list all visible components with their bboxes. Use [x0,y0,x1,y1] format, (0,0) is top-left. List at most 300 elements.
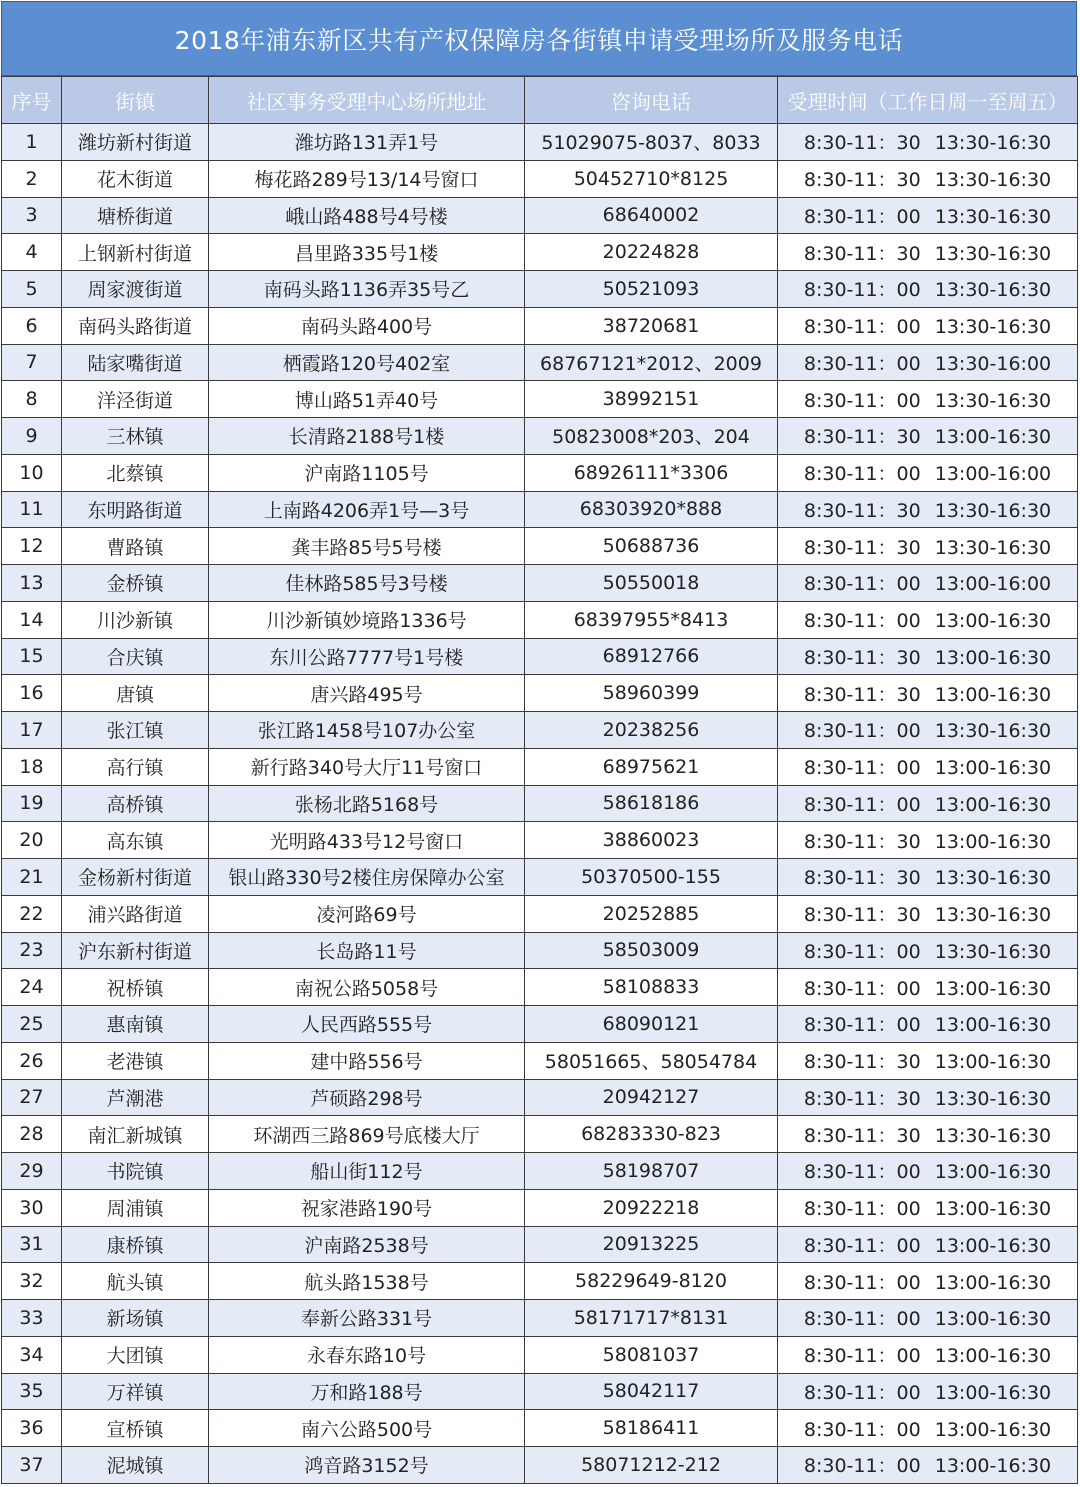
row-hours-afternoon: 13:00-16:30 [934,977,1052,1000]
row-address: 川沙新镇妙境路1336号 [209,601,525,638]
table-row [2,785,1078,822]
table-row [2,1153,1078,1190]
row-address: 张杨北路5168号 [209,785,525,822]
row-address: 张江路1458号107办公室 [209,712,525,749]
row-phone: 50370500-155 [525,859,778,896]
row-hours [778,932,1078,969]
row-town: 惠南镇 [62,1006,209,1043]
table-row [2,528,1078,565]
row-hours-morning: 8:30-11：30 [803,499,921,522]
row-phone: 68767121*2012、2009 [525,344,778,381]
row-hours-afternoon: 13:00-16:30 [934,683,1052,706]
row-town: 张江镇 [62,712,209,749]
row-town: 南码头路街道 [62,307,209,344]
row-town: 曹路镇 [62,528,209,565]
row-number: 4 [2,234,62,271]
row-town: 东明路街道 [62,491,209,528]
table-row [2,454,1078,491]
row-hours-morning: 8:30-11：00 [803,610,921,633]
row-town: 高行镇 [62,748,209,785]
row-hours-afternoon: 13:30-16:30 [934,132,1052,155]
row-hours-morning: 8:30-11：30 [803,1087,921,1110]
row-address: 南码头路400号 [209,307,525,344]
row-hours-morning: 8:30-11：00 [803,1345,921,1368]
row-hours-morning: 8:30-11：30 [803,169,921,192]
row-phone: 38720681 [525,307,778,344]
row-number: 7 [2,344,62,381]
row-hours-afternoon: 13:30-16:30 [934,1124,1052,1147]
row-hours-morning: 8:30-11：00 [803,1161,921,1184]
row-hours [778,454,1078,491]
row-number: 27 [2,1079,62,1116]
row-hours [778,1042,1078,1079]
header-town: 街镇 [62,77,209,124]
row-address: 梅花路289号13/14号窗口 [209,160,525,197]
row-hours-afternoon: 13:30-16:30 [934,205,1052,228]
header-phone: 咨询电话 [525,77,778,124]
row-hours-afternoon: 13:00-16:30 [934,1381,1052,1404]
row-hours-afternoon: 13:00-16:30 [934,426,1052,449]
row-hours [778,160,1078,197]
row-hours-morning: 8:30-11：00 [803,940,921,963]
row-hours-morning: 8:30-11：00 [803,1455,921,1478]
row-town: 万祥镇 [62,1373,209,1410]
header-row [2,77,1078,124]
row-hours-afternoon: 13:00-16:30 [934,793,1052,816]
row-number: 16 [2,675,62,712]
row-hours [778,748,1078,785]
row-phone: 58618186 [525,785,778,822]
row-hours-morning: 8:30-11：00 [803,1381,921,1404]
row-address: 长清路2188号1楼 [209,418,525,455]
row-town: 塘桥街道 [62,197,209,234]
row-town: 宣桥镇 [62,1410,209,1447]
row-hours [778,1410,1078,1447]
row-hours [778,675,1078,712]
table-row [2,124,1078,161]
table-row [2,1042,1078,1079]
row-address: 人民西路555号 [209,1006,525,1043]
row-town: 高桥镇 [62,785,209,822]
row-hours-morning: 8:30-11：00 [803,205,921,228]
service-table [1,76,1078,1484]
row-town: 潍坊新村街道 [62,124,209,161]
row-phone: 58186411 [525,1410,778,1447]
row-hours-afternoon: 13:30-16:30 [934,389,1052,412]
row-hours-morning: 8:30-11：30 [803,683,921,706]
row-phone: 51029075-8037、8033 [525,124,778,161]
row-number: 30 [2,1189,62,1226]
row-hours [778,271,1078,308]
row-hours [778,1079,1078,1116]
row-hours-afternoon: 13:00-16:30 [934,1345,1052,1368]
row-hours-afternoon: 13:00-16:30 [934,1271,1052,1294]
row-hours-morning: 8:30-11：30 [803,132,921,155]
row-address: 环湖西三路869号底楼大厅 [209,1116,525,1153]
table-row [2,1300,1078,1337]
row-hours-morning: 8:30-11：00 [803,1271,921,1294]
table-row [2,307,1078,344]
row-hours-afternoon: 13:00-16:30 [934,1014,1052,1037]
row-town: 新场镇 [62,1300,209,1337]
row-address: 潍坊路131弄1号 [209,124,525,161]
row-hours-afternoon: 13:30-16:30 [934,536,1052,559]
row-phone: 50823008*203、204 [525,418,778,455]
row-number: 9 [2,418,62,455]
row-number: 37 [2,1447,62,1484]
row-hours [778,344,1078,381]
row-address: 航头路1538号 [209,1263,525,1300]
row-phone: 58171717*8131 [525,1300,778,1337]
row-hours-morning: 8:30-11：30 [803,426,921,449]
row-town: 浦兴路街道 [62,895,209,932]
row-number: 29 [2,1153,62,1190]
table-row [2,675,1078,712]
row-number: 12 [2,528,62,565]
row-address: 唐兴路495号 [209,675,525,712]
row-number: 2 [2,160,62,197]
table-row [2,859,1078,896]
row-address: 鸿音路3152号 [209,1447,525,1484]
row-phone: 68912766 [525,638,778,675]
row-phone: 20922218 [525,1189,778,1226]
row-town: 沪东新村街道 [62,932,209,969]
row-hours-afternoon: 13:00-16:00 [934,463,1052,486]
table-row [2,197,1078,234]
row-hours [778,1226,1078,1263]
row-address: 奉新公路331号 [209,1300,525,1337]
row-hours-morning: 8:30-11：00 [803,352,921,375]
row-hours-morning: 8:30-11：00 [803,793,921,816]
row-number: 10 [2,454,62,491]
row-address: 佳林路585号3号楼 [209,565,525,602]
row-address: 昌里路335号1楼 [209,234,525,271]
header-hours: 受理时间（工作日周一至周五） [778,77,1078,124]
row-phone: 20224828 [525,234,778,271]
row-hours [778,234,1078,271]
row-hours-afternoon: 13:30-16:30 [934,316,1052,339]
row-number: 1 [2,124,62,161]
row-hours-afternoon: 13:30-16:30 [934,242,1052,265]
row-address: 龚丰路85号5号楼 [209,528,525,565]
table-row [2,418,1078,455]
row-hours [778,1006,1078,1043]
row-hours-afternoon: 13:30-16:30 [934,279,1052,302]
row-hours [778,969,1078,1006]
row-phone: 50521093 [525,271,778,308]
row-hours-morning: 8:30-11：00 [803,757,921,780]
table-row [2,895,1078,932]
row-hours-afternoon: 13:30-16:30 [934,940,1052,963]
table-title: 2018年浦东新区共有产权保障房各街镇申请受理场所及服务电话 [1,1,1077,76]
row-number: 26 [2,1042,62,1079]
row-phone: 58108833 [525,969,778,1006]
row-address: 博山路51弄40号 [209,381,525,418]
row-town: 高东镇 [62,822,209,859]
row-address: 上南路4206弄1号—3号 [209,491,525,528]
row-hours-afternoon: 13:30-16:30 [934,169,1052,192]
row-hours-afternoon: 13:30-16:30 [934,904,1052,927]
row-number: 11 [2,491,62,528]
row-hours [778,859,1078,896]
row-phone: 68640002 [525,197,778,234]
table-row [2,969,1078,1006]
row-hours-morning: 8:30-11：00 [803,1418,921,1441]
row-phone: 58198707 [525,1153,778,1190]
row-phone: 68397955*8413 [525,601,778,638]
row-phone: 20913225 [525,1226,778,1263]
row-town: 三林镇 [62,418,209,455]
row-hours [778,638,1078,675]
row-hours [778,1300,1078,1337]
table-row [2,601,1078,638]
header-no: 序号 [2,77,62,124]
row-address: 永春东路10号 [209,1336,525,1373]
table-row [2,638,1078,675]
row-hours-morning: 8:30-11：30 [803,1124,921,1147]
row-phone: 58229649-8120 [525,1263,778,1300]
row-hours-morning: 8:30-11：00 [803,1198,921,1221]
row-phone: 50688736 [525,528,778,565]
table-row [2,234,1078,271]
row-town: 金杨新村街道 [62,859,209,896]
row-phone: 20942127 [525,1079,778,1116]
row-phone: 50550018 [525,565,778,602]
row-town: 航头镇 [62,1263,209,1300]
row-address: 船山街112号 [209,1153,525,1190]
row-hours [778,1447,1078,1484]
row-address: 峨山路488号4号楼 [209,197,525,234]
row-hours-morning: 8:30-11：30 [803,646,921,669]
table-row [2,712,1078,749]
table-row [2,1263,1078,1300]
row-hours-afternoon: 13:00-16:30 [934,610,1052,633]
table-row [2,1006,1078,1043]
row-number: 33 [2,1300,62,1337]
table-row [2,1373,1078,1410]
row-hours-morning: 8:30-11：00 [803,977,921,1000]
row-hours-morning: 8:30-11：00 [803,1014,921,1037]
row-phone: 38860023 [525,822,778,859]
row-phone: 68926111*3306 [525,454,778,491]
row-address: 凌河路69号 [209,895,525,932]
row-hours [778,895,1078,932]
row-hours [778,1153,1078,1190]
row-address: 万和路188号 [209,1373,525,1410]
row-hours [778,1263,1078,1300]
row-town: 老港镇 [62,1042,209,1079]
row-address: 东川公路7777号1号楼 [209,638,525,675]
table-row [2,1189,1078,1226]
row-hours-afternoon: 13:00-16:00 [934,573,1052,596]
row-number: 35 [2,1373,62,1410]
table-row [2,160,1078,197]
table-row [2,748,1078,785]
row-address: 芦硕路298号 [209,1079,525,1116]
row-hours [778,307,1078,344]
row-phone: 58051665、58054784 [525,1042,778,1079]
row-hours-afternoon: 13:00-16:30 [934,1198,1052,1221]
row-address: 南六公路500号 [209,1410,525,1447]
row-town: 大团镇 [62,1336,209,1373]
row-hours-morning: 8:30-11：00 [803,279,921,302]
row-number: 14 [2,601,62,638]
row-hours [778,528,1078,565]
row-hours-afternoon: 13:00-16:30 [934,1161,1052,1184]
row-town: 康桥镇 [62,1226,209,1263]
table-row [2,491,1078,528]
row-phone: 68303920*888 [525,491,778,528]
row-hours-afternoon: 13:00-16:30 [934,646,1052,669]
row-address: 新行路340号大厅11号窗口 [209,748,525,785]
row-town: 合庆镇 [62,638,209,675]
table-row [2,1410,1078,1447]
row-hours [778,381,1078,418]
row-hours-afternoon: 13:00-16:30 [934,757,1052,780]
table-row [2,565,1078,602]
row-number: 31 [2,1226,62,1263]
row-address: 银山路330号2楼住房保障办公室 [209,859,525,896]
row-hours [778,418,1078,455]
table-row [2,344,1078,381]
row-hours-afternoon: 13:30-16:00 [934,352,1052,375]
row-number: 6 [2,307,62,344]
row-hours [778,822,1078,859]
row-number: 19 [2,785,62,822]
row-number: 22 [2,895,62,932]
row-phone: 68975621 [525,748,778,785]
row-hours-afternoon: 13:00-16:30 [934,1308,1052,1331]
row-hours-morning: 8:30-11：00 [803,463,921,486]
row-phone: 58081037 [525,1336,778,1373]
row-hours [778,1189,1078,1226]
row-hours-afternoon: 13:30-16:30 [934,499,1052,522]
table-row [2,932,1078,969]
row-town: 花木街道 [62,160,209,197]
row-number: 34 [2,1336,62,1373]
row-hours [778,785,1078,822]
row-town: 洋泾街道 [62,381,209,418]
row-town: 唐镇 [62,675,209,712]
row-town: 泥城镇 [62,1447,209,1484]
row-hours-morning: 8:30-11：30 [803,904,921,927]
row-town: 金桥镇 [62,565,209,602]
row-hours-afternoon: 13:30-16:30 [934,720,1052,743]
row-town: 祝桥镇 [62,969,209,1006]
row-hours-afternoon: 13:00-16:30 [934,1418,1052,1441]
table-row [2,1116,1078,1153]
row-number: 36 [2,1410,62,1447]
row-hours-morning: 8:30-11：00 [803,316,921,339]
row-hours-afternoon: 13:00-16:30 [934,1234,1052,1257]
row-hours-morning: 8:30-11：30 [803,242,921,265]
row-town: 南汇新城镇 [62,1116,209,1153]
row-town: 书院镇 [62,1153,209,1190]
row-address: 沪南路2538号 [209,1226,525,1263]
row-number: 5 [2,271,62,308]
table-row [2,1079,1078,1116]
table-row [2,1447,1078,1484]
row-hours [778,601,1078,638]
row-hours [778,1336,1078,1373]
row-town: 周家渡街道 [62,271,209,308]
row-town: 芦潮港 [62,1079,209,1116]
row-address: 光明路433号12号窗口 [209,822,525,859]
row-town: 北蔡镇 [62,454,209,491]
row-hours [778,491,1078,528]
row-phone: 58960399 [525,675,778,712]
row-address: 建中路556号 [209,1042,525,1079]
row-number: 28 [2,1116,62,1153]
table-row [2,822,1078,859]
row-phone: 20252885 [525,895,778,932]
row-hours [778,1373,1078,1410]
row-number: 3 [2,197,62,234]
row-phone: 38992151 [525,381,778,418]
row-phone: 58071212-212 [525,1447,778,1484]
row-address: 南祝公路5058号 [209,969,525,1006]
row-number: 17 [2,712,62,749]
row-hours [778,197,1078,234]
row-address: 长岛路11号 [209,932,525,969]
row-phone: 50452710*8125 [525,160,778,197]
row-number: 32 [2,1263,62,1300]
row-hours-morning: 8:30-11：30 [803,830,921,853]
row-phone: 58503009 [525,932,778,969]
row-hours-morning: 8:30-11：00 [803,573,921,596]
header-address: 社区事务受理中心场所地址 [209,77,525,124]
row-town: 周浦镇 [62,1189,209,1226]
row-number: 25 [2,1006,62,1043]
row-town: 上钢新村街道 [62,234,209,271]
row-hours-afternoon: 13:00-16:30 [934,1455,1052,1478]
row-hours [778,565,1078,602]
row-phone: 58042117 [525,1373,778,1410]
row-number: 8 [2,381,62,418]
row-number: 15 [2,638,62,675]
row-hours [778,124,1078,161]
row-hours-morning: 8:30-11：00 [803,1234,921,1257]
table-row [2,271,1078,308]
row-number: 13 [2,565,62,602]
row-hours-afternoon: 13:00-16:30 [934,1051,1052,1074]
row-phone: 20238256 [525,712,778,749]
table-body [2,124,1078,1484]
row-hours [778,712,1078,749]
row-address: 沪南路1105号 [209,454,525,491]
row-hours-morning: 8:30-11：30 [803,536,921,559]
row-hours-morning: 8:30-11：30 [803,1051,921,1074]
row-phone: 68090121 [525,1006,778,1043]
row-hours-morning: 8:30-11：00 [803,389,921,412]
row-hours-afternoon: 13:00-16:30 [934,830,1052,853]
row-phone: 68283330-823 [525,1116,778,1153]
row-town: 川沙新镇 [62,601,209,638]
row-hours-morning: 8:30-11：00 [803,1308,921,1331]
row-number: 20 [2,822,62,859]
row-hours-afternoon: 13:30-16:30 [934,867,1052,890]
row-hours-morning: 8:30-11：00 [803,720,921,743]
row-hours [778,1116,1078,1153]
row-hours-afternoon: 13:30-16:30 [934,1087,1052,1110]
row-hours-morning: 8:30-11：30 [803,867,921,890]
row-town: 陆家嘴街道 [62,344,209,381]
row-number: 23 [2,932,62,969]
row-number: 18 [2,748,62,785]
row-address: 栖霞路120号402室 [209,344,525,381]
row-number: 21 [2,859,62,896]
row-number: 24 [2,969,62,1006]
